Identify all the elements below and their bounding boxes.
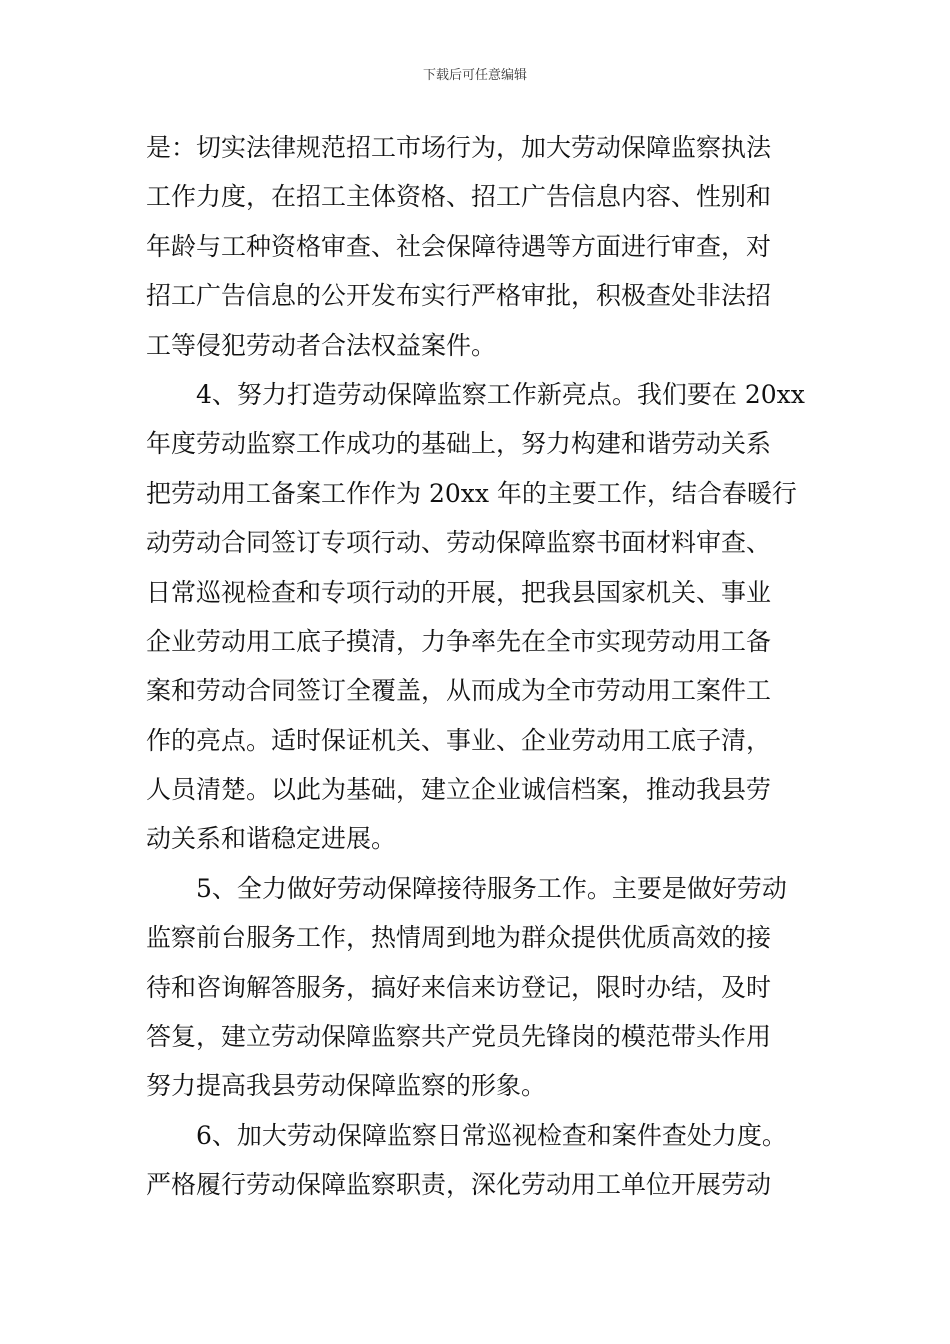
text-line: 待和咨询解答服务，搞好来信来访登记，限时办结，及时	[146, 972, 772, 1002]
text-line: 6、加大劳动保障监察日常巡视检查和案件查处力度。	[196, 1120, 787, 1150]
text-line: 动劳动合同签订专项行动、劳动保障监察书面材料审查、	[146, 528, 772, 558]
text-line: 年度劳动监察工作成功的基础上，努力构建和谐劳动关系	[146, 429, 772, 459]
document-body	[146, 128, 808, 1215]
page-header: 下载后可任意编辑	[422, 68, 527, 83]
text-line: 作的亮点。适时保证机关、事业、企业劳动用工底子清，	[146, 725, 772, 755]
text-line: 把劳动用工备案工作作为 20xx 年的主要工作，结合春暖行	[146, 478, 797, 508]
text-line: 人员清楚。以此为基础，建立企业诚信档案，推动我县劳	[146, 775, 772, 805]
text-line: 动关系和谐稳定进展。	[146, 824, 397, 854]
text-line: 案和劳动合同签订全覆盖，从而成为全市劳动用工案件工	[146, 676, 772, 706]
text-line: 是：切实法律规范招工市场行为，加大劳动保障监察执法	[146, 133, 772, 162]
text-line: 年龄与工种资格审查、社会保障待遇等方面进行审查，对	[146, 231, 772, 261]
text-line: 5、全力做好劳动保障接待服务工作。主要是做好劳动	[196, 873, 787, 903]
text-line: 日常巡视检查和专项行动的开展，把我县国家机关、事业	[146, 577, 772, 607]
text-line: 工等侵犯劳动者合法权益案件。	[146, 330, 497, 360]
text-line: 4、努力打造劳动保障监察工作新亮点。我们要在 20xx	[196, 379, 805, 409]
text-line: 监察前台服务工作，热情周到地为群众提供优质高效的接	[146, 923, 772, 953]
text-line: 工作力度，在招工主体资格、招工广告信息内容、性别和	[146, 182, 772, 212]
text-line: 招工广告信息的公开发布实行严格审批，积极查处非法招	[146, 281, 772, 311]
text-line: 答复，建立劳动保障监察共产党员先锋岗的模范带头作用	[146, 1022, 772, 1052]
text-line: 努力提高我县劳动保障监察的形象。	[146, 1071, 547, 1101]
text-line: 企业劳动用工底子摸清，力争率先在全市实现劳动用工备	[146, 626, 772, 656]
text-line: 严格履行劳动保障监察职责，深化劳动用工单位开展劳动	[146, 1170, 772, 1200]
